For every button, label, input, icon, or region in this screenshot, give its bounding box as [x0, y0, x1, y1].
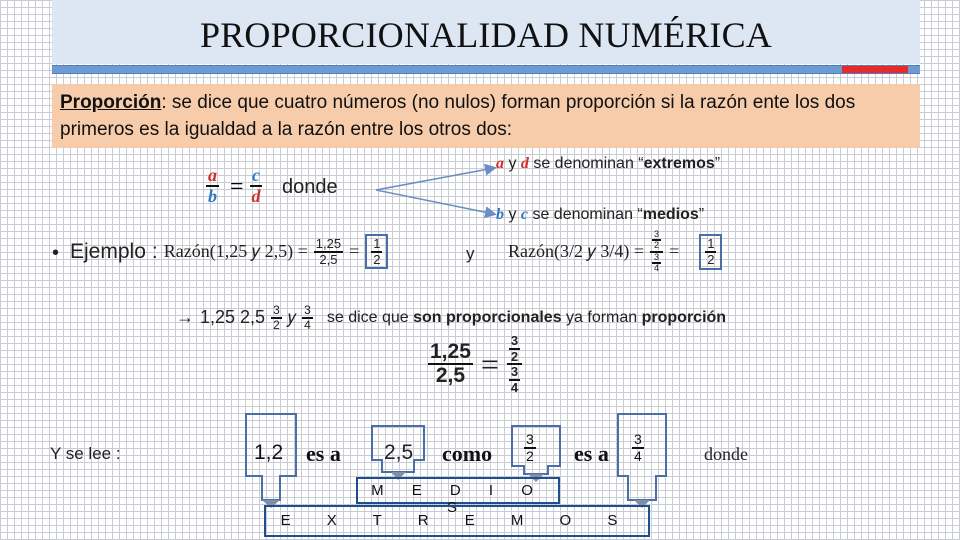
pointer-arrows — [372, 160, 502, 220]
arrow-to-extremes — [376, 168, 494, 190]
reading-como: como — [442, 441, 493, 466]
definition-body: : se dice que cuatro números (no nulos) forman proporción si la razón ente los dos primeros es la igualdad a la razón entre los otros dos: — [60, 92, 856, 140]
example-expression: Ejemplo : Razón(1,25 𝑦 2,5) = $\frac{1,25}{2,5}$ = $\frac{1}{2}$ — [70, 234, 388, 269]
term-c: c — [252, 165, 260, 185]
reading-term2: 2,5 — [384, 441, 414, 464]
title-divider — [52, 65, 920, 74]
extremes-note: a y d se denominan “extremos” — [496, 155, 721, 172]
title-divider-accent — [842, 66, 908, 73]
example-bullet: • — [52, 242, 60, 264]
example-expression-2: Razón(3/2 𝑦 3/4) = $\frac{\frac{3}{2}}{\frac{3}{4}}$ = $\frac{1}{2}$ — [508, 230, 722, 274]
page-title: PROPORCIONALIDAD NUMÉRICA — [199, 15, 773, 55]
conclusion-line: → 1,25 2,5 $\frac{3}{2}$ 𝑦 $\frac{3}{4}$ se dice que son proporcionales ya forman proporción — [176, 303, 727, 332]
means-note: b y c se denominan “medios” — [496, 206, 705, 223]
reading-es-a-2: es a — [574, 441, 609, 466]
reading-term1: 1,2 — [254, 441, 284, 464]
donde-label: donde — [282, 176, 338, 198]
reading-label: Y se lee : — [50, 444, 121, 463]
reading-term3: $\frac{3}{2}$ — [526, 431, 534, 464]
callout-term3 — [512, 426, 560, 474]
example-and: y — [466, 244, 475, 263]
main-equation: $\frac{1,25}{2,5}$ = $\frac{\frac{3}{2}}{\frac{3}{4}}$ — [428, 334, 522, 395]
arrow-to-means — [376, 190, 494, 214]
reading-donde: donde — [704, 444, 748, 464]
term-a: a — [208, 165, 217, 185]
fraction-c-over-d — [250, 166, 262, 206]
reading-term4: $\frac{3}{4}$ — [634, 431, 642, 464]
means-label: M E D I O S — [371, 482, 545, 516]
reading-es-a-1: es a — [306, 441, 341, 466]
term-d: d — [251, 185, 261, 206]
ratio1-label: Razón(1,25 𝑦 2,5) = — [163, 241, 308, 262]
equals-sign: = — [230, 174, 244, 200]
example-label: Ejemplo — [70, 239, 146, 263]
definition-term: Proporción — [60, 92, 162, 113]
extremes-label: E X T R E M O S — [280, 512, 634, 529]
example-colon: : — [151, 239, 158, 263]
fraction-a-over-b — [206, 166, 219, 206]
arrow-symbol: → — [176, 307, 194, 328]
ratio2-result-box: $\frac{1}{2}$ — [699, 234, 722, 269]
term-b: b — [208, 185, 217, 206]
ratio2-label: Razón(3/2 𝑦 3/4) = — [508, 241, 645, 262]
definition-text — [60, 89, 910, 143]
ratio1-result-box: $\frac{1}{2}$ — [365, 234, 388, 269]
